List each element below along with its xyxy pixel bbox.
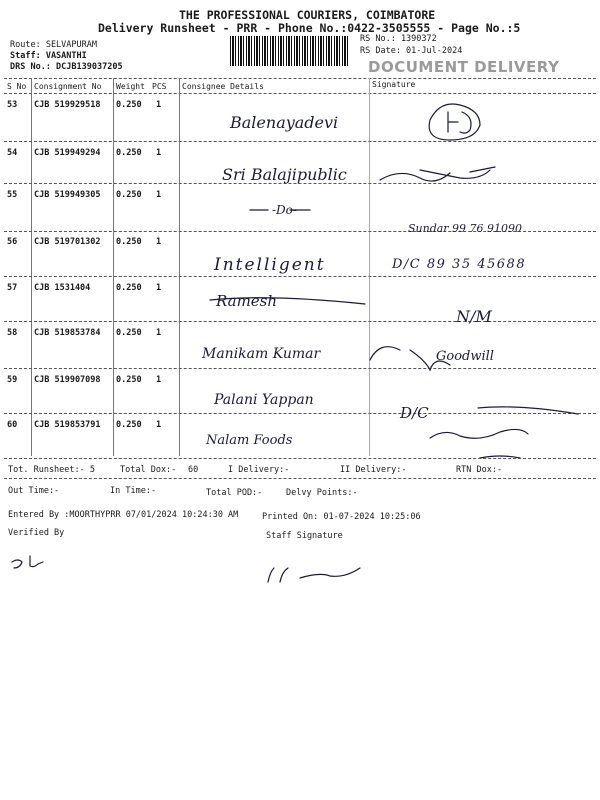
handwritten-signature-note: Goodwill	[436, 349, 494, 364]
row-sno: 56	[7, 237, 18, 247]
col-header-pcs: PCS	[152, 82, 167, 91]
printed-on: Printed On: 01-07-2024 10:25:06	[262, 512, 421, 522]
handwritten-consignee: Balenayadevi	[230, 113, 339, 132]
document-delivery-stamp: DOCUMENT DELIVERY	[368, 58, 560, 76]
total-pod: Total POD:-	[206, 488, 263, 498]
row-sno: 58	[7, 328, 18, 338]
row-consignment-no: CJB 519853791	[34, 420, 101, 430]
row-weight: 0.250	[116, 283, 142, 293]
col-header-weight: Weight	[116, 82, 145, 91]
divider	[4, 478, 596, 479]
out-time: Out Time:-	[8, 486, 60, 496]
staff-label: Staff: VASANTHI	[10, 51, 87, 61]
row-weight: 0.250	[116, 148, 142, 158]
handwritten-consignee: Ramesh	[216, 292, 278, 310]
row-sno: 53	[7, 100, 18, 110]
total-dox-label: Total Dox:-	[120, 465, 177, 475]
col-header-signature: Signature	[372, 80, 416, 89]
row-consignment-no: CJB 519949305	[34, 190, 101, 200]
row-consignment-no: CJB 519929518	[34, 100, 101, 110]
handwritten-signature-note: Sundar 99 76 91090	[408, 222, 523, 235]
row-pcs: 1	[156, 100, 162, 110]
row-sno: 54	[7, 148, 18, 158]
row-consignment-no: CJB 1531404	[34, 283, 91, 293]
row-consignment-no: CJB 519853784	[34, 328, 101, 338]
row-pcs: 1	[156, 283, 162, 293]
row-consignment-no: CJB 519907098	[34, 375, 101, 385]
col-header-consignee: Consignee Details	[182, 82, 264, 91]
handwritten-signature	[380, 167, 495, 181]
row-weight: 0.250	[116, 328, 142, 338]
row-pcs: 1	[156, 420, 162, 430]
verifier-initials	[12, 556, 43, 568]
row-sno: 60	[7, 420, 18, 430]
row-weight: 0.250	[116, 375, 142, 385]
row-sno: 55	[7, 190, 18, 200]
handwritten-signature	[429, 104, 480, 140]
rtn-dox: RTN Dox:-	[456, 465, 503, 475]
row-weight: 0.250	[116, 420, 142, 430]
handwritten-consignee: Manikam Kumar	[202, 346, 321, 362]
verified-by: Verified By	[8, 528, 65, 538]
handwritten-signature	[430, 429, 528, 458]
row-pcs: 1	[156, 237, 162, 247]
divider	[4, 458, 596, 459]
route-label: Route: SELVAPURAM	[10, 40, 97, 50]
handwritten-signature-note: D/C	[400, 404, 429, 422]
row-sno: 57	[7, 283, 18, 293]
row-pcs: 1	[156, 375, 162, 385]
handwritten-consignee: Sri Balajipublic	[222, 165, 347, 184]
handwritten-consignee: -Do-	[272, 203, 297, 217]
strike-through	[478, 407, 578, 414]
row-weight: 0.250	[116, 237, 142, 247]
row-consignment-no: CJB 519949294	[34, 148, 101, 158]
total-dox-value: 60	[188, 465, 199, 475]
row-pcs: 1	[156, 328, 162, 338]
drs-number: DRS No.: DCJB139037205	[10, 62, 123, 72]
row-weight: 0.250	[116, 100, 142, 110]
ii-delivery: II Delivery:-	[340, 465, 407, 475]
handwritten-consignee: Palani Yappan	[214, 392, 314, 408]
entered-by: Entered By :MOORTHYPRR 07/01/2024 10:24:30 AM	[8, 510, 239, 520]
row-weight: 0.250	[116, 190, 142, 200]
in-time: In Time:-	[110, 486, 157, 496]
handwritten-consignee: Nalam Foods	[206, 433, 293, 448]
row-pcs: 1	[156, 148, 162, 158]
i-delivery: I Delivery:-	[228, 465, 290, 475]
handwritten-signature-note: N/M	[456, 307, 492, 326]
row-pcs: 1	[156, 190, 162, 200]
staff-signature-handwriting	[268, 568, 360, 582]
rs-date: RS Date: 01-Jul-2024	[360, 46, 463, 56]
col-header-sno: S No	[7, 82, 27, 91]
page-subtitle: Delivery Runsheet - PRR - Phone No.:0422-3505555 - Page No.:5	[98, 21, 521, 35]
row-consignment-no: CJB 519701302	[34, 237, 101, 247]
staff-signature-label: Staff Signature	[266, 531, 343, 541]
rs-number: RS No.: 1390372	[360, 34, 437, 44]
handwritten-consignee: Intelligent	[214, 255, 326, 275]
page-title: THE PROFESSIONAL COURIERS, COIMBATORE	[179, 8, 436, 22]
row-sno: 59	[7, 375, 18, 385]
col-header-consignment: Consignment No	[34, 82, 102, 91]
total-runsheet: Tot. Runsheet:- 5	[8, 465, 95, 475]
handwritten-signature-note: D/C 89 35 45688	[392, 257, 527, 272]
delvy-points: Delvy Points:-	[286, 488, 358, 498]
